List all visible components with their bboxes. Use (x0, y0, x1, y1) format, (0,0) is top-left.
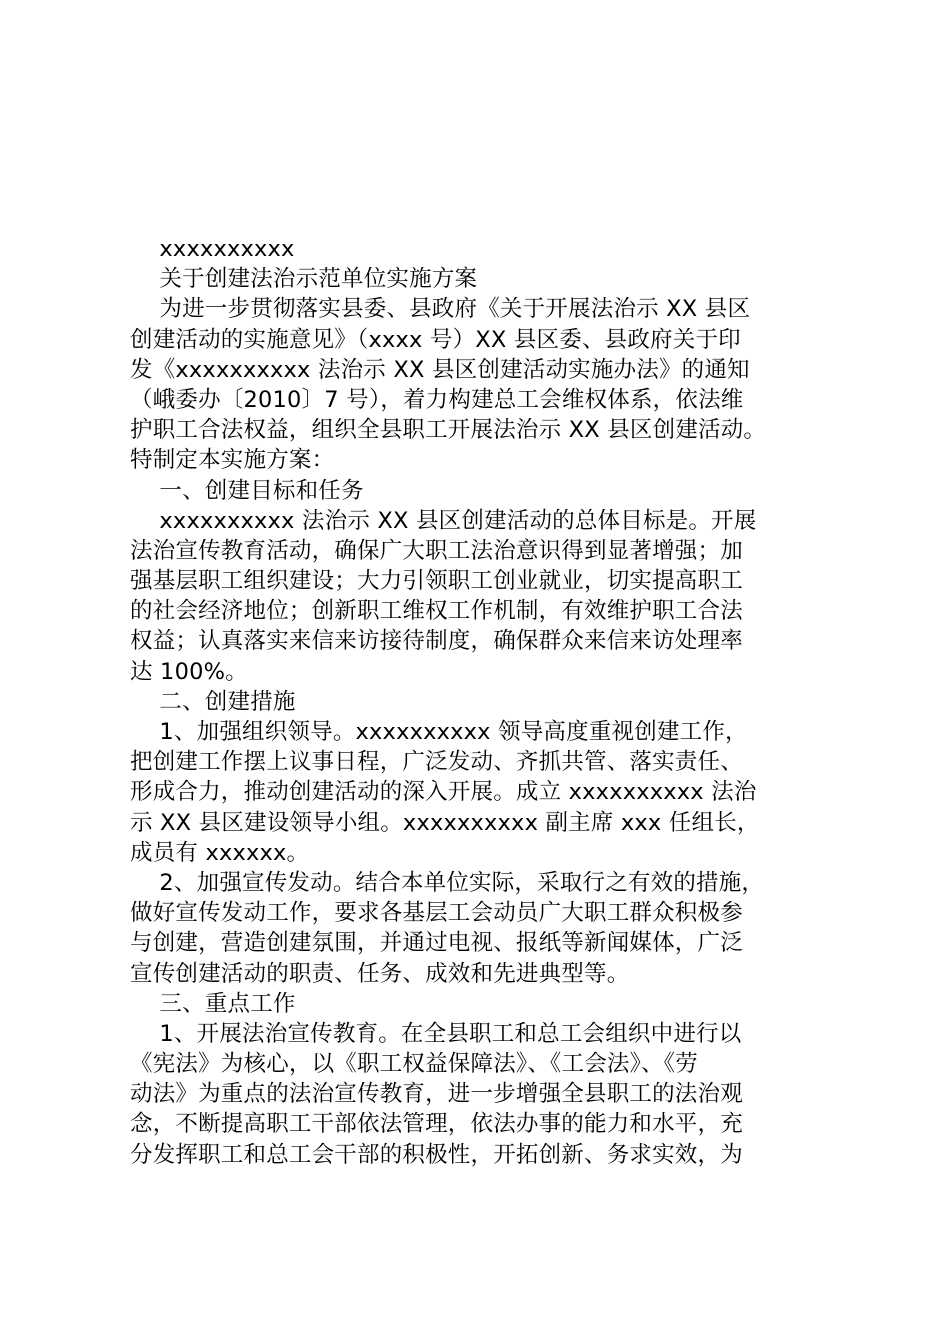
text-line: 发《xxxxxxxxxx 法治示 XX 县区创建活动实施办法》的通知 (130, 356, 750, 383)
text-line: 分发挥职工和总工会干部的积极性，开拓创新、务求实效，为 (130, 1141, 743, 1168)
text-line: 示 XX 县区建设领导小组。xxxxxxxxxx 副主席 xxx 任组长， (130, 809, 760, 836)
text-line: 为进一步贯彻落实县委、县政府《关于开展法治示 XX 县区 (130, 296, 751, 323)
document-body (130, 234, 836, 1170)
text-line: 与创建，营造创建氛围，并通过电视、报纸等新闻媒体，广泛 (130, 930, 743, 957)
section-heading-2: 二、创建措施 (130, 688, 296, 715)
text-line: 法治宣传教育活动，确保广大职工法治意识得到显著增强；加 (130, 537, 743, 564)
text-line: 护职工合法权益，组织全县职工开展法治示 XX 县区创建活动。 (130, 417, 767, 444)
text-line: 念，不断提高职工干部依法管理，依法办事的能力和水平，充 (130, 1111, 743, 1138)
text-line: 2、加强宣传发动。结合本单位实际，采取行之有效的措施， (130, 869, 765, 896)
text-line: 特制定本实施方案： (130, 447, 335, 474)
text-line: xxxxxxxxxx 法治示 XX 县区创建活动的总体目标是。开展 (130, 507, 757, 534)
section-heading-3: 三、重点工作 (130, 990, 296, 1017)
text-line: 创建活动的实施意见》（xxxx 号）XX 县区委、县政府关于印 (130, 326, 741, 353)
text-line: 权益；认真落实来信来访接待制度，确保群众来信来访处理率 (130, 628, 743, 655)
org-name: xxxxxxxxxx (159, 236, 295, 262)
text-line: 成员有 xxxxxx。 (130, 839, 310, 866)
text-line: （峨委办〔2010〕7 号），着力构建总工会维权体系，依法维 (130, 386, 744, 413)
text-line: 形成合力，推动创建活动的深入开展。成立 xxxxxxxxxx 法治 (130, 779, 757, 806)
text-line: 达 100%。 (130, 658, 248, 685)
text-line: 把创建工作摆上议事日程，广泛发动、齐抓共管、落实责任、 (130, 749, 743, 776)
section-heading-1: 一、创建目标和任务 (130, 477, 364, 504)
text-line: 强基层职工组织建设；大力引领职工创业就业，切实提高职工 (130, 568, 743, 595)
text-line: 动法》为重点的法治宣传教育，进一步增强全县职工的法治观 (130, 1081, 743, 1108)
text-line: 《宪法》为核心，以《职工权益保障法》、《工会法》、《劳 (130, 1051, 698, 1078)
text-line: 的社会经济地位；创新职工维权工作机制，有效维护职工合法 (130, 598, 743, 625)
text-line: 1、加强组织领导。xxxxxxxxxx 领导高度重视创建工作， (130, 719, 748, 745)
text-line: 做好宣传发动工作，要求各基层工会动员广大职工群众积极参 (130, 900, 743, 927)
document-title: 关于创建法治示范单位实施方案 (159, 266, 478, 293)
text-line: 宣传创建活动的职责、任务、成效和先进典型等。 (130, 960, 630, 987)
text-line: 1、开展法治宣传教育。在全县职工和总工会组织中进行以 (130, 1020, 742, 1047)
